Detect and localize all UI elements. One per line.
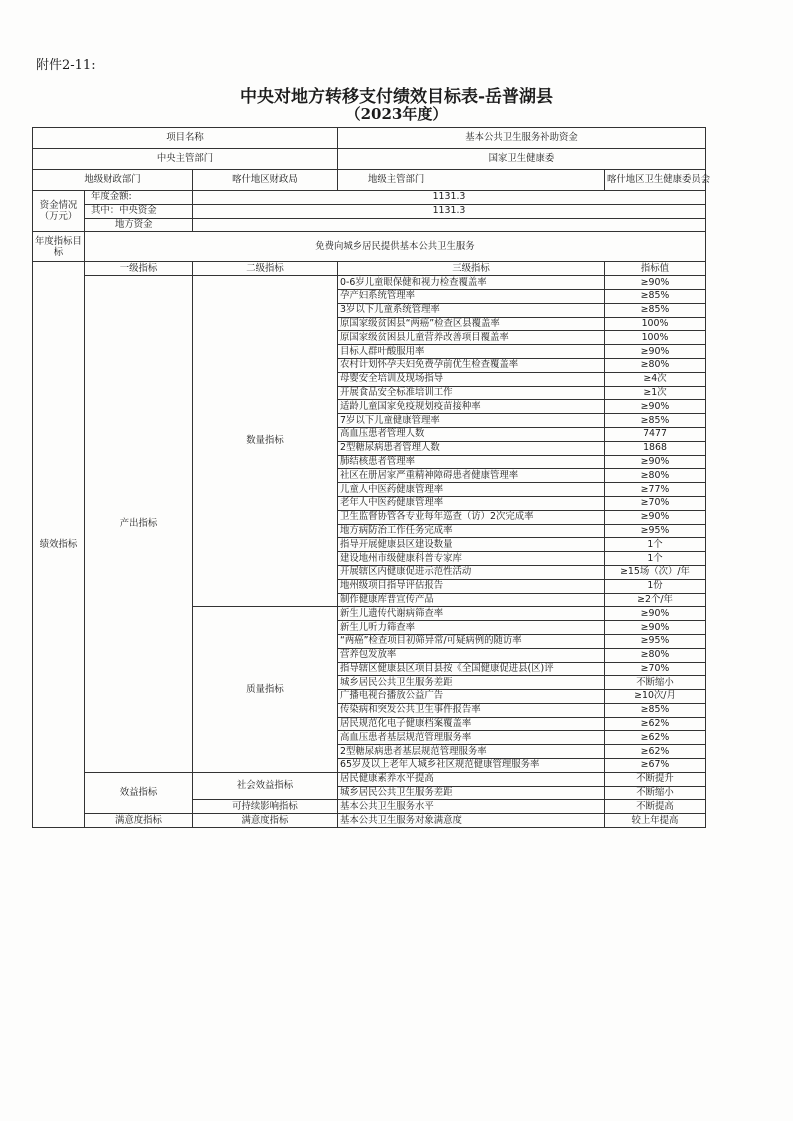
indicator-value: ≥77%: [605, 483, 706, 497]
indicator-name: 肺结核患者管理率: [338, 455, 605, 469]
indicator-value: ≥1次: [605, 386, 706, 400]
indicator-name: 地州级项目指导评估报告: [338, 579, 605, 593]
table-row: [33, 814, 706, 828]
indicator-value: ≥62%: [605, 745, 706, 759]
row-central-funds: [33, 204, 706, 218]
indicator-name: 65岁及以上老年人城乡社区规范健康管理服务率: [338, 759, 605, 773]
central-funds-label: 其中：中央资金: [85, 204, 193, 218]
local-funds-label: 地方资金: [85, 218, 193, 232]
annual-goal-label: 年度指标目标: [33, 232, 85, 262]
indicator-value: ≥70%: [605, 662, 706, 676]
indicator-value: ≥90%: [605, 400, 706, 414]
indicator-name: 2型糖尿病患者管理人数: [338, 441, 605, 455]
indicator-value: ≥62%: [605, 717, 706, 731]
indicator-name: 新生儿听力筛查率: [338, 621, 605, 635]
indicator-value: ≥85%: [605, 703, 706, 717]
indicator-value: 1868: [605, 441, 706, 455]
indicator-value: ≥2个/年: [605, 593, 706, 607]
funds-label: 资金情况（万元）: [33, 191, 85, 232]
indicator-value: 不断缩小: [605, 676, 706, 690]
indicator-name: “两癌”检查项目初筛异常/可疑病例的随访率: [338, 634, 605, 648]
attachment-label: 附件2-11:: [36, 58, 96, 73]
quantity-indicators-label: 数量指标: [193, 276, 338, 607]
indicator-name: 城乡居民公共卫生服务差距: [338, 676, 605, 690]
indicator-value: 7477: [605, 427, 706, 441]
indicator-value: ≥15场（次）/年: [605, 565, 706, 579]
indicator-value: 1个: [605, 538, 706, 552]
indicator-name: 2型糖尿病患者基层规范管理服务率: [338, 745, 605, 759]
indicator-name: 居民规范化电子健康档案覆盖率: [338, 717, 605, 731]
row-local-funds: [33, 218, 706, 232]
indicator-name: 社区在册居家严重精神障碍患者健康管理率: [338, 469, 605, 483]
indicator-name: 开展食品安全标准培训工作: [338, 386, 605, 400]
local-finance-label: 地级财政部门: [33, 170, 193, 191]
indicator-name: 新生儿遗传代谢病筛查率: [338, 607, 605, 621]
indicator-name: 农村计划怀孕夫妇免费孕前优生检查覆盖率: [338, 358, 605, 372]
indicator-value: ≥90%: [605, 607, 706, 621]
indicator-value: ≥90%: [605, 621, 706, 635]
annual-goal-value: 免费向城乡居民提供基本公共卫生服务: [85, 232, 706, 262]
row-indicator-header: [33, 262, 706, 276]
col-value-header: 指标值: [605, 262, 706, 276]
table-row: [33, 276, 706, 290]
project-name-value: 基本公共卫生服务补助资金: [338, 128, 706, 149]
performance-table: [32, 127, 711, 828]
indicator-name: 老年人中医药健康管理率: [338, 496, 605, 510]
indicator-value: 100%: [605, 331, 706, 345]
indicator-value: ≥85%: [605, 303, 706, 317]
indicator-value: 不断提高: [605, 800, 706, 814]
row-annual-goal: [33, 232, 706, 262]
indicator-name: 建设地州市级健康科普专家库: [338, 552, 605, 566]
indicator-name: 7岁以下儿童健康管理率: [338, 414, 605, 428]
indicator-value: ≥10次/月: [605, 690, 706, 704]
row-central-dept: [33, 149, 706, 170]
central-dept-label: 中央主管部门: [33, 149, 338, 170]
indicator-value: ≥95%: [605, 634, 706, 648]
indicator-name: 指导开展健康县区建设数量: [338, 538, 605, 552]
indicator-name: 母婴安全培训及现场指导: [338, 372, 605, 386]
indicator-value: ≥85%: [605, 289, 706, 303]
indicator-name: 原国家级贫困县“两癌”检查区县覆盖率: [338, 317, 605, 331]
indicator-name: 目标人群叶酸服用率: [338, 345, 605, 359]
indicator-name: 城乡居民公共卫生服务差距: [338, 786, 605, 800]
benefit-indicators-label: 效益指标: [85, 772, 193, 813]
indicator-name: 传染病和突发公共卫生事件报告率: [338, 703, 605, 717]
indicator-value: 较上年提高: [605, 814, 706, 828]
central-funds-value: 1131.3: [193, 204, 706, 218]
perf-indicators-label: 绩效指标: [33, 262, 85, 828]
central-dept-value: 国家卫生健康委: [338, 149, 706, 170]
indicator-value: 1份: [605, 579, 706, 593]
indicator-value: 不断提升: [605, 772, 706, 786]
indicator-name: 高血压患者管理人数: [338, 427, 605, 441]
indicator-name: 基本公共卫生服务对象满意度: [338, 814, 605, 828]
indicator-value: 100%: [605, 317, 706, 331]
indicator-value: ≥85%: [605, 414, 706, 428]
local-dept-label: 地级主管部门: [338, 170, 605, 191]
indicator-value: ≥4次: [605, 372, 706, 386]
indicator-value: ≥95%: [605, 524, 706, 538]
indicator-value: 1个: [605, 552, 706, 566]
indicator-value: ≥80%: [605, 469, 706, 483]
col-level3-header: 三级指标: [338, 262, 605, 276]
indicator-name: 高血压患者基层规范管理服务率: [338, 731, 605, 745]
sustainability-label: 可持续影响指标: [193, 800, 338, 814]
row-local-dept: [33, 170, 706, 191]
indicator-value: ≥67%: [605, 759, 706, 773]
satisfaction-l1-label: 满意度指标: [85, 814, 193, 828]
indicator-value: 不断缩小: [605, 786, 706, 800]
indicator-name: 孕产妇系统管理率: [338, 289, 605, 303]
row-project-name: [33, 128, 706, 149]
row-annual-amount: [33, 191, 706, 205]
indicator-name: 指导辖区健康县区项目县按《全国健康促进县(区)评: [338, 662, 605, 676]
indicator-name: 制作健康库普宣传产品: [338, 593, 605, 607]
annual-amount-value: 1131.3: [193, 191, 706, 205]
social-benefit-label: 社会效益指标: [193, 772, 338, 800]
indicator-name: 0-6岁儿童眼保健和视力检查覆盖率: [338, 276, 605, 290]
indicator-name: 地方病防治工作任务完成率: [338, 524, 605, 538]
indicator-value: ≥90%: [605, 345, 706, 359]
indicator-value: ≥70%: [605, 496, 706, 510]
indicator-name: 原国家级贫困县儿童营养改善项目覆盖率: [338, 331, 605, 345]
local-finance-value: 喀什地区财政局: [193, 170, 338, 191]
col-level2-header: 二级指标: [193, 262, 338, 276]
satisfaction-l2-label: 满意度指标: [193, 814, 338, 828]
indicator-name: 居民健康素养水平提高: [338, 772, 605, 786]
indicator-name: 广播电视台播放公益广告: [338, 690, 605, 704]
indicator-name: 适龄儿童国家免疫规划疫苗接种率: [338, 400, 605, 414]
quality-indicators-label: 质量指标: [193, 607, 338, 773]
indicator-value: ≥80%: [605, 358, 706, 372]
annual-amount-label: 年度金额:: [85, 191, 193, 205]
project-name-label: 项目名称: [33, 128, 338, 149]
indicator-name: 卫生监督协管各专业每年巡查（访）2次完成率: [338, 510, 605, 524]
indicator-name: 开展辖区内健康促进示范性活动: [338, 565, 605, 579]
col-level1-header: 一级指标: [85, 262, 193, 276]
page-year: （2023年度）: [345, 105, 448, 123]
indicator-value: ≥90%: [605, 276, 706, 290]
indicator-value: ≥62%: [605, 731, 706, 745]
local-dept-value: 喀什地区卫生健康委员会: [605, 170, 706, 191]
indicator-value: ≥80%: [605, 648, 706, 662]
table-row: [33, 772, 706, 786]
indicator-name: 基本公共卫生服务水平: [338, 800, 605, 814]
indicator-name: 3岁以下儿童系统管理率: [338, 303, 605, 317]
indicator-value: ≥90%: [605, 455, 706, 469]
output-indicators-label: 产出指标: [85, 276, 193, 773]
local-funds-value: [193, 218, 706, 232]
indicator-value: ≥90%: [605, 510, 706, 524]
indicator-name: 营养包发放率: [338, 648, 605, 662]
page-title: 中央对地方转移支付绩效目标表-岳普湖县: [239, 87, 554, 107]
indicator-name: 儿童人中医药健康管理率: [338, 483, 605, 497]
